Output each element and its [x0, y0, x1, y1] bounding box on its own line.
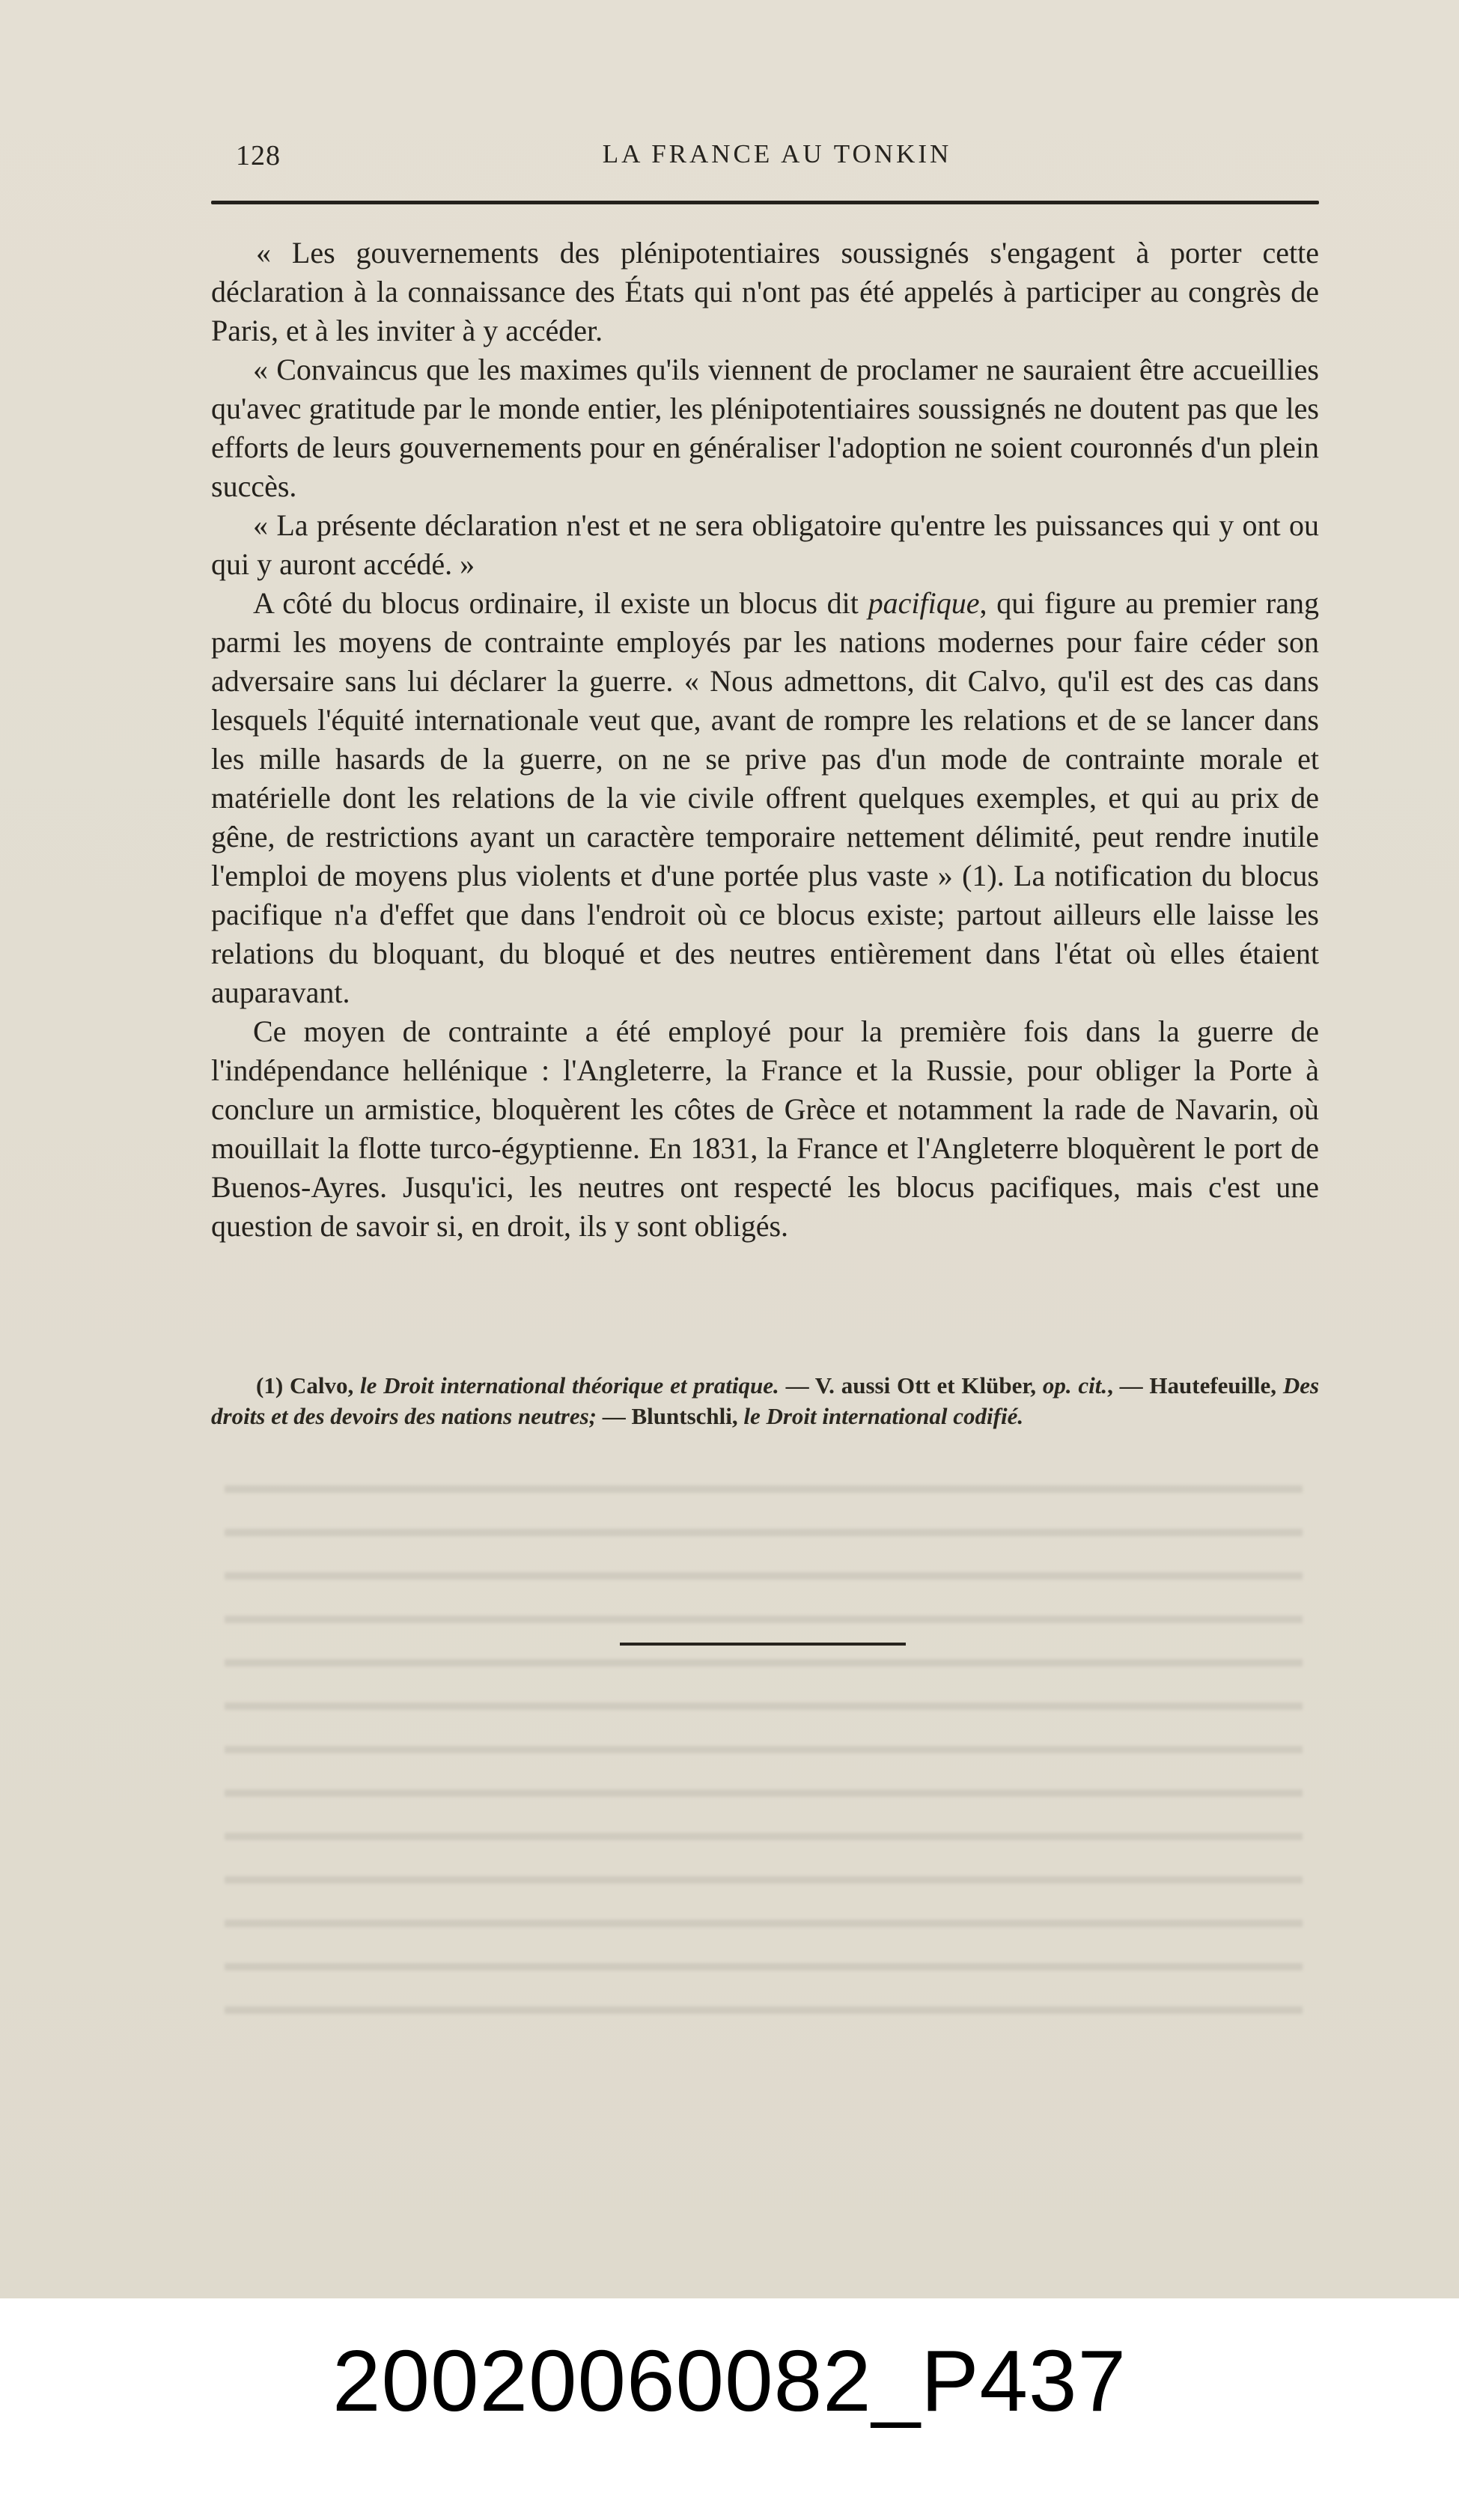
italic-term: pacifique: [868, 586, 980, 620]
end-rule: [620, 1643, 906, 1646]
footnote-marker: (1): [256, 1372, 284, 1399]
running-title: LA FRANCE AU TONKIN: [602, 139, 952, 168]
footnote-title-bluntschli: le Droit international codifié.: [743, 1403, 1024, 1429]
running-head: [236, 133, 1318, 180]
footnote-bluntschli: — Bluntschli,: [596, 1403, 744, 1429]
paragraph-2: « Convaincus que les maximes qu'ils viennent de proclamer ne sauraient être accueillies qu'avec gratitude par le monde entier, les plénipotentiaires soussignés ne doutent pas que les efforts de leurs gouvernements pour en généraliser l'adoption ne soient couronnés d'un plein succès.: [211, 353, 1319, 503]
paragraph-4-start: A côté du blocus ordinaire, il existe un blocus dit: [253, 586, 868, 620]
footnote-ott-kluber: — V. aussi Ott et Klüber,: [779, 1372, 1043, 1399]
bleed-through-text: [225, 1460, 1303, 2044]
paragraph-1: « Les gouvernements des plénipotentiaires soussignés s'engagent à porter cette déclaration à la connaissance des États qui n'ont pas été appelés à participer au congrès de Paris, et à les inviter à y accéder.: [211, 236, 1319, 347]
paragraph-4: [211, 584, 1319, 1012]
footnote-op-cit: op. cit.: [1042, 1372, 1108, 1399]
footnote: [211, 1370, 1319, 1431]
header-rule: [211, 201, 1319, 204]
paragraph-3: « La présente déclaration n'est et ne sera obligatoire qu'entre les puissances qui y ont ou qui y auront accédé. »: [211, 508, 1319, 581]
paragraph-4-rest: , qui figure au premier rang parmi les moyens de contrainte employés par les nations modernes pour faire céder son adversaire sans lui déclarer la guerre. « Nous admettons, dit Calvo, qu'il est des cas dans lesquels l'équité internationale veut que, avant de rompre les relations et de se lancer dans les mille hasards de la guerre, on ne se prive pas d'un mode de contrainte morale et matérielle dont les relations de la vie civile offrent quelques exemples, et qui au prix de gêne, de restrictions ayant un caractère temporaire nettement délimité, peut rendre inutile l'emploi de moyens plus violents et d'une portée plus vaste » (1). La notification du blocus pacifique n'a d'effet que dans l'endroit où ce blocus existe; partout ailleurs elle laisse les relations du bloquant, du bloqué et des neutres entièrement dans l'état où elles étaient auparavant.: [211, 586, 1319, 1009]
body-text: [211, 234, 1319, 1246]
page-number: 128: [236, 140, 281, 171]
footnote-title-calvo: le Droit international théorique et pratique.: [360, 1372, 779, 1399]
footnote-hautefeuille: , — Hautefeuille,: [1107, 1372, 1283, 1399]
footnote-title-hautefeuille: Des droits et des devoirs des nations neutres;: [211, 1372, 1320, 1429]
paragraph-5: Ce moyen de contrainte a été employé pour la première fois dans la guerre de l'indépendance hellénique : l'Angleterre, la France et la Russie, pour obliger la Porte à conclure un armistice, bloquèrent les côtes de Grèce et notamment la rade de Navarin, où mouillait la flotte turco-égyptienne. En 1831, la France et l'Angleterre bloquèrent le port de Buenos-Ayres. Jusqu'ici, les neutres ont respecté les blocus pacifiques, mais c'est une question de savoir si, en droit, ils y sont obligés.: [211, 1014, 1319, 1243]
accession-number: 20020060082_P437: [332, 2332, 1127, 2429]
footnote-author-calvo: Calvo,: [289, 1372, 360, 1399]
